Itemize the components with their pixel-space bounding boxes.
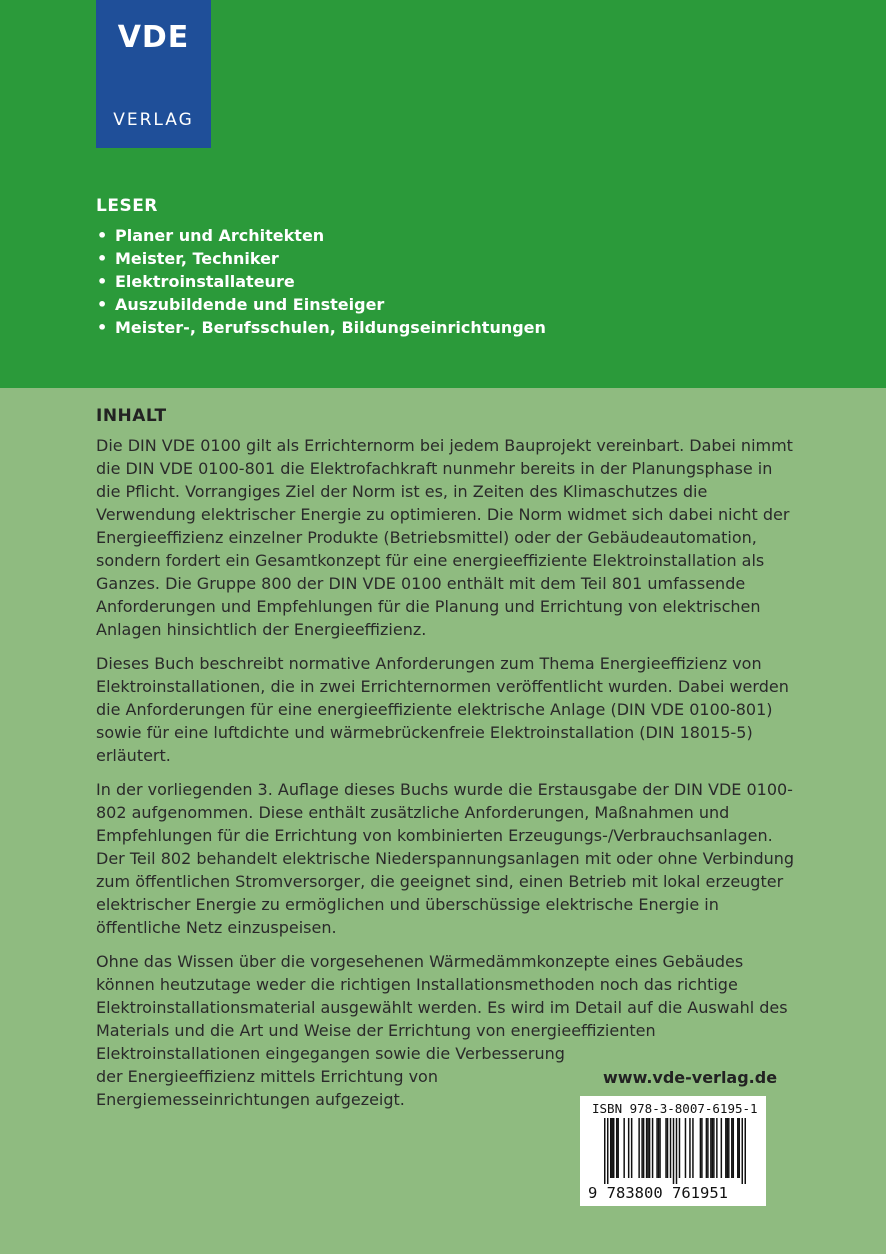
barcode-bar bbox=[643, 1118, 644, 1178]
barcode-bar bbox=[647, 1118, 648, 1178]
isbn-barcode bbox=[580, 1096, 766, 1206]
barcode-bar bbox=[692, 1118, 693, 1178]
barcode-bar bbox=[652, 1118, 653, 1178]
barcode-bar bbox=[670, 1118, 671, 1178]
barcode-bar bbox=[673, 1118, 674, 1184]
leser-item: • Planer und Architekten bbox=[96, 224, 836, 247]
barcode-bar bbox=[733, 1118, 734, 1178]
inhalt-paragraph: Die DIN VDE 0100 gilt als Errichternorm bei jedem Bauprojekt vereinbart. Dabei nimmt die DIN VDE 0100-801 die Elektrofachkraft nunmehr bereits in der Planungsphase in die Pflicht. Vorrangiges Ziel der Norm ist es, in Zeiten des Klimaschutzes die Verwendung elektrischer Energie zu optimieren. Die Norm widmet sich dabei nicht der Energieeffizienz einzelner Produkte (Betriebsmittel) oder der Gebäudeautomation, sondern fordert ein Gesamtkonzept für eine energieeffiziente Elektroinstallation als Ganzes. Die Gruppe 800 der DIN VDE 0100 enthält mit dem Teil 801 umfassende Anforderungen und Empfehlungen für die Planung und Errichtung von elektrischen Anlagen hinsichtlich der Energieeffizienz. bbox=[96, 436, 793, 639]
barcode-bar bbox=[641, 1118, 642, 1178]
barcode-bar bbox=[656, 1118, 657, 1178]
barcode-bar bbox=[728, 1118, 729, 1178]
inhalt-paragraph: In der vorliegenden 3. Auflage dieses Buchs wurde die Erstausgabe der DIN VDE 0100-802 aufgenommen. Diese enthält zusätzliche Anforderungen, Maßnahmen und Empfehlungen für die Errichtung von kombinierten Erzeugungs-/Verbrauchsanlagen. Der Teil 802 behandelt elektrische Niederspannungsanlagen mit oder ohne Verbindung zum öffentlichen Stromversorger, die geeignet sind, einen Betrieb mit lokal erzeugter elektrischer Energie zu ermöglichen und überschüssige elektrische Energie in öffentliche Netz einzuspeisen. bbox=[96, 780, 795, 937]
barcode-bar bbox=[727, 1118, 728, 1178]
barcode-bar bbox=[676, 1118, 677, 1184]
leser-item: • Auszubildende und Einsteiger bbox=[96, 293, 836, 316]
isbn-label: ISBN 978-3-8007-6195-1 bbox=[592, 1101, 758, 1116]
barcode-bar bbox=[649, 1118, 650, 1178]
publisher-website: www.vde-verlag.de bbox=[603, 1068, 778, 1087]
barcode-bar bbox=[607, 1118, 608, 1184]
barcode-bar bbox=[742, 1118, 743, 1184]
leser-heading: LESER bbox=[96, 196, 158, 216]
barcode-bar bbox=[737, 1118, 738, 1178]
inhalt-paragraph: Dieses Buch beschreibt normative Anforderungen zum Thema Energieeffizienz von Elektroinstallationen, die in zwei Errichternormen veröffentlicht wurden. Dabei werden die Anforderungen für eine energieeffiziente elektrische Anlage (DIN VDE 0100-801) sowie für eine luftdichte und wärmebrückenfreie Elektroinstallation (DIN 18015-5) erläutert. bbox=[96, 654, 789, 765]
barcode-bar bbox=[721, 1118, 722, 1178]
barcode-bar bbox=[689, 1118, 690, 1178]
barcode-bar bbox=[700, 1118, 701, 1178]
barcode-bar bbox=[707, 1118, 708, 1178]
barcode-bar bbox=[713, 1118, 714, 1178]
leser-item: • Meister-, Berufsschulen, Bildungseinrichtungen bbox=[96, 316, 836, 339]
barcode-bar bbox=[710, 1118, 711, 1178]
leser-list bbox=[96, 224, 836, 339]
barcode-bar bbox=[745, 1118, 746, 1184]
inhalt-section bbox=[96, 406, 796, 1122]
vde-verlag-logo bbox=[96, 0, 211, 148]
leser-item: • Meister, Techniker bbox=[96, 247, 836, 270]
barcode-bar bbox=[604, 1118, 605, 1184]
ean-digits: 9 783800 761951 bbox=[588, 1184, 728, 1202]
barcode-bar bbox=[701, 1118, 702, 1178]
logo-vde-text: VDE bbox=[117, 20, 190, 55]
inhalt-paragraph-tail: der Energieeffizienz mittels Errichtung von Energiemesseinrichtungen aufgezeigt. bbox=[96, 1067, 438, 1109]
barcode-bar bbox=[706, 1118, 707, 1178]
barcode-bar bbox=[725, 1118, 726, 1178]
leser-section bbox=[96, 196, 836, 339]
inhalt-paragraph-head: Ohne das Wissen über die vorgesehenen Wärmedämmkonzepte eines Gebäudes können heutzutage weder die richtigen Installationsmethoden noch das richtige Elektroinstallationsmaterial ausgewählt werden. Es wird im Detail auf die Auswahl des Materials und die Art und Weise der Errichtung von energieeffizienten Elektroinstallationen eingegangen sowie die Verbesserung bbox=[96, 952, 788, 1063]
barcode-bar bbox=[716, 1118, 717, 1178]
barcode-bar bbox=[611, 1118, 612, 1178]
barcode-bar bbox=[610, 1118, 611, 1178]
barcode-bar bbox=[617, 1118, 618, 1178]
barcode-bar bbox=[685, 1118, 686, 1178]
barcode-bar bbox=[628, 1118, 629, 1178]
leser-item: • Elektroinstallateure bbox=[96, 270, 836, 293]
barcode-bar bbox=[623, 1118, 624, 1178]
barcode-bar bbox=[659, 1118, 660, 1178]
barcode-bar bbox=[638, 1118, 639, 1178]
barcode-bar bbox=[679, 1118, 680, 1178]
barcode-bars bbox=[604, 1118, 746, 1184]
inhalt-heading: INHALT bbox=[96, 406, 167, 426]
barcode-bar bbox=[731, 1118, 732, 1178]
barcode-bar bbox=[646, 1118, 647, 1178]
barcode-bar bbox=[631, 1118, 632, 1178]
barcode-bar bbox=[613, 1118, 614, 1178]
logo-verlag-text: VERLAG bbox=[113, 110, 194, 130]
barcode-bar bbox=[616, 1118, 617, 1178]
barcode-bar bbox=[665, 1118, 666, 1178]
barcode-bar bbox=[739, 1118, 740, 1178]
barcode-bar bbox=[658, 1118, 659, 1178]
barcode-bar bbox=[667, 1118, 668, 1178]
barcode-bar bbox=[712, 1118, 713, 1178]
